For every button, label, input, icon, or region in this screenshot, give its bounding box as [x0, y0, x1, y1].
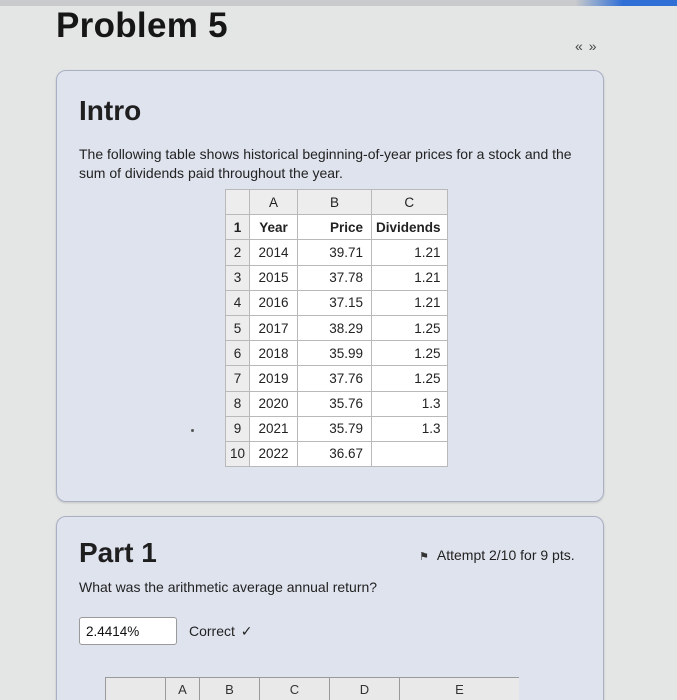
bottom-column-letter: A: [165, 678, 199, 700]
row-number: 10: [226, 441, 250, 466]
cell-dividends: 1.21: [372, 290, 448, 315]
cell-dividends: 1.25: [372, 366, 448, 391]
cell-price: 36.67: [298, 441, 372, 466]
stray-dot: [191, 429, 194, 432]
attempt-text: Attempt 2/10 for 9 pts.: [436, 547, 575, 563]
cell-year: 2017: [250, 315, 298, 340]
bottom-column-letter: E: [399, 678, 519, 700]
cell-dividends: 1.3: [372, 416, 448, 441]
table-header-row: [226, 215, 448, 240]
previous-problem-icon[interactable]: «: [575, 38, 584, 54]
cell-price: 37.76: [298, 366, 372, 391]
cell-year: 2022: [250, 441, 298, 466]
row-number: 2: [226, 240, 250, 265]
column-letter: A: [250, 190, 298, 215]
flag-icon: ⚑: [419, 551, 429, 563]
cell-price: 39.71: [298, 240, 372, 265]
next-problem-icon[interactable]: »: [588, 38, 598, 54]
intro-text: The following table shows historical beginning-of-year prices for a stock and the sum of dividends paid throughout the year.: [79, 146, 572, 181]
table-row: [226, 341, 448, 366]
corner-cell: [226, 190, 250, 215]
cell-price: 38.29: [298, 315, 372, 340]
status-text: Correct: [189, 623, 235, 639]
spreadsheet-column-header: [105, 677, 519, 700]
row-number: 6: [226, 341, 250, 366]
row-number: 9: [226, 416, 250, 441]
cell-dividends: 1.25: [372, 315, 448, 340]
table-row: [226, 391, 448, 416]
attempt-info: [419, 547, 575, 563]
table-row: [226, 441, 448, 466]
column-letter: C: [372, 190, 448, 215]
cell-dividends: [372, 441, 448, 466]
answer-status: [189, 623, 253, 640]
part1-heading: Part 1: [79, 537, 157, 568]
header-dividends: Dividends: [372, 215, 448, 240]
cell-dividends: 1.21: [372, 240, 448, 265]
header-price: Price: [298, 215, 372, 240]
column-letter: B: [298, 190, 372, 215]
page-title: Problem 5: [56, 6, 228, 45]
row-number: 3: [226, 265, 250, 290]
cell-dividends: 1.25: [372, 341, 448, 366]
header-year: Year: [250, 215, 298, 240]
bottom-column-letter: [105, 678, 165, 700]
cell-year: 2020: [250, 391, 298, 416]
table-row: [226, 315, 448, 340]
row-number: 4: [226, 290, 250, 315]
intro-heading: Intro: [79, 95, 142, 126]
cell-price: 35.79: [298, 416, 372, 441]
cell-price: 37.78: [298, 265, 372, 290]
table-row: [226, 265, 448, 290]
cell-year: 2019: [250, 366, 298, 391]
row-number: 1: [226, 215, 250, 240]
cell-price: 35.99: [298, 341, 372, 366]
row-number: 7: [226, 366, 250, 391]
cell-price: 35.76: [298, 391, 372, 416]
cell-dividends: 1.21: [372, 265, 448, 290]
bottom-column-letter: D: [329, 678, 399, 700]
cell-year: 2021: [250, 416, 298, 441]
cell-dividends: 1.3: [372, 391, 448, 416]
row-number: 5: [226, 315, 250, 340]
column-letter-row: [226, 190, 448, 215]
row-number: 8: [226, 391, 250, 416]
intro-card: [56, 70, 604, 502]
bottom-column-letter: C: [259, 678, 329, 700]
bottom-column-letter: B: [199, 678, 259, 700]
table-row: [226, 240, 448, 265]
table-row: [226, 416, 448, 441]
answer-input[interactable]: [79, 617, 177, 645]
cell-year: 2016: [250, 290, 298, 315]
cell-year: 2015: [250, 265, 298, 290]
cell-year: 2014: [250, 240, 298, 265]
cell-year: 2018: [250, 341, 298, 366]
table-row: [226, 290, 448, 315]
problem-navigation: [575, 38, 597, 54]
check-icon: ✓: [240, 623, 253, 639]
part1-card: [56, 516, 604, 700]
question-text: What was the arithmetic average annual return?: [79, 579, 378, 595]
table-row: [226, 366, 448, 391]
cell-price: 37.15: [298, 290, 372, 315]
stock-data-table: [225, 189, 448, 467]
